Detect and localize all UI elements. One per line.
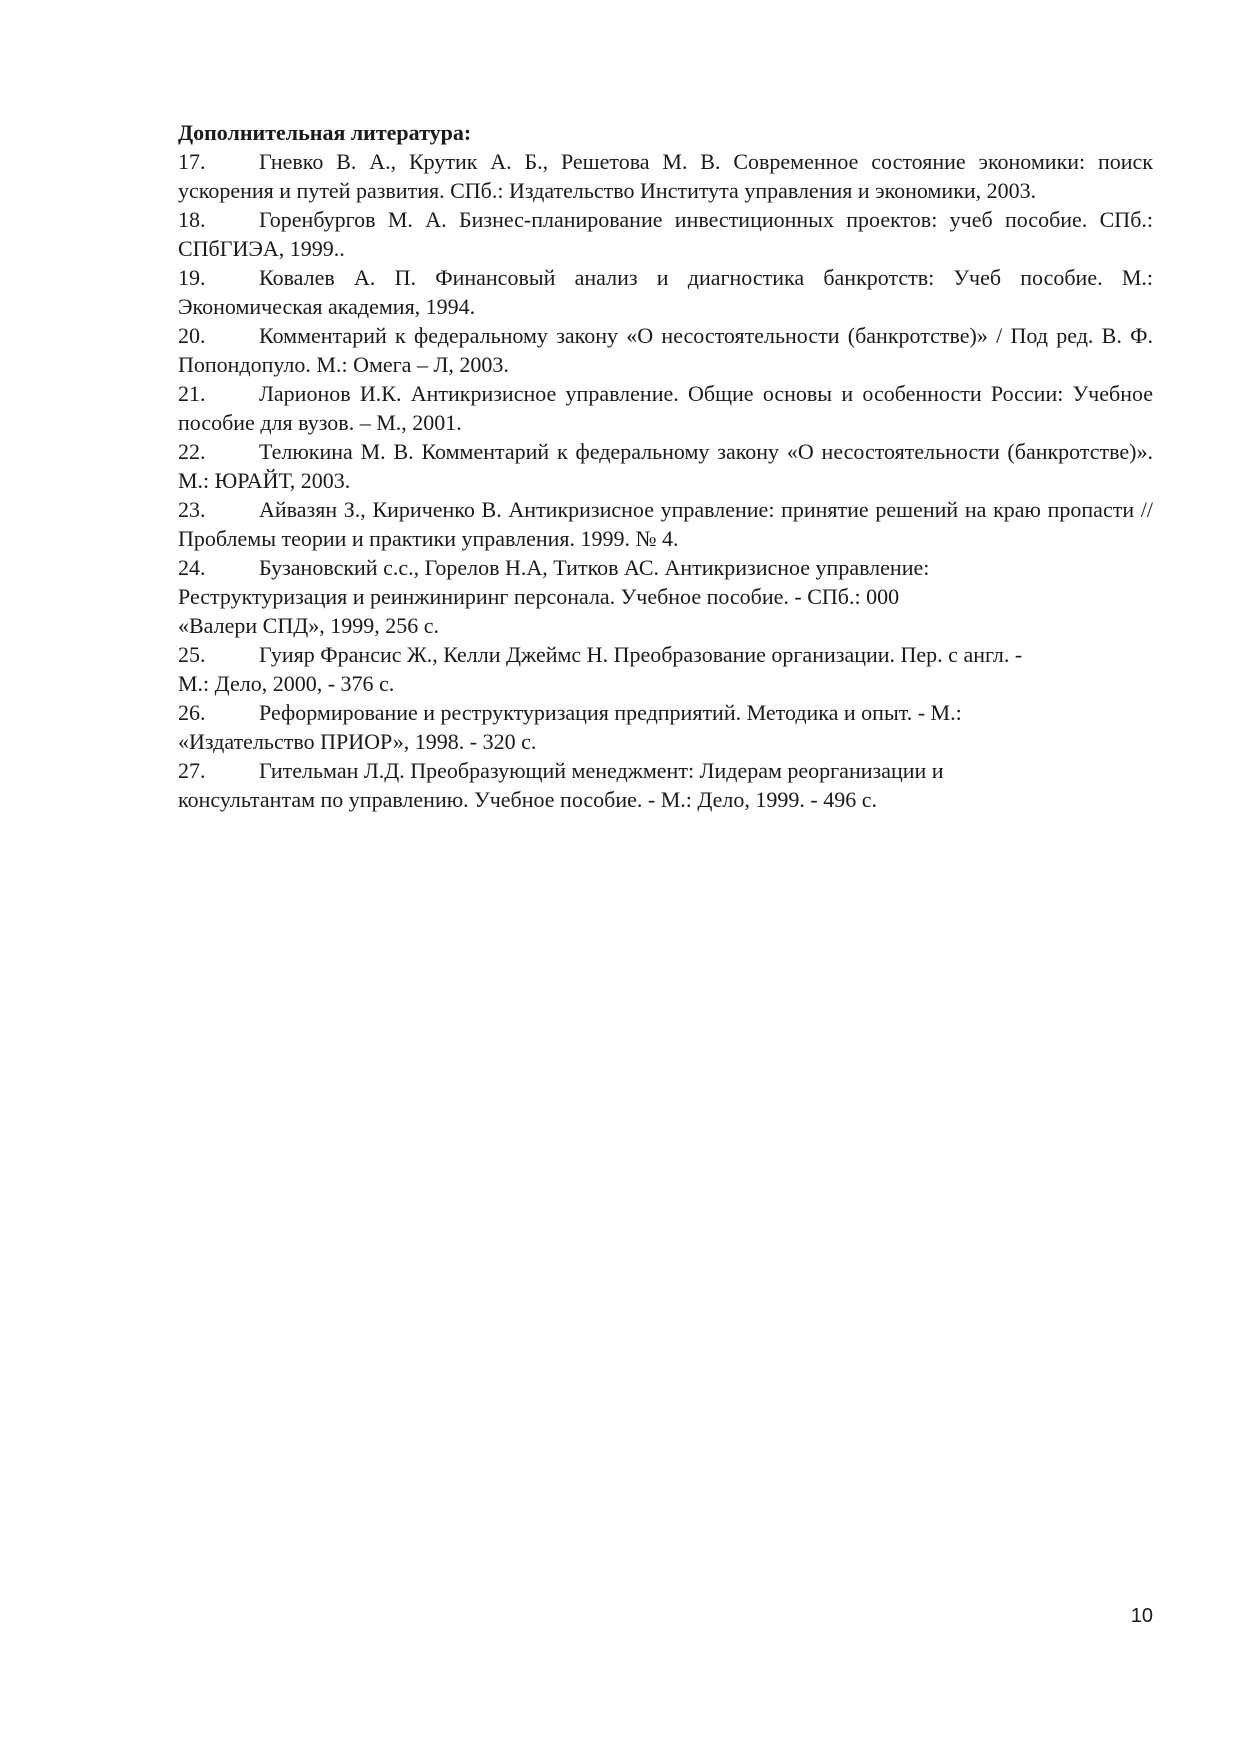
reference-number: 19. xyxy=(178,265,206,290)
reference-item xyxy=(178,437,1153,495)
reference-text-line: «Издательство ПРИОР», 1998. - 320 с. xyxy=(178,729,537,754)
reference-number: 22. xyxy=(178,439,206,464)
reference-item xyxy=(178,263,1153,321)
reference-list xyxy=(178,147,1153,814)
reference-item xyxy=(178,640,1153,698)
reference-number: 20. xyxy=(178,323,206,348)
reference-text-line: Реформирование и реструктуризация предприятий. Методика и опыт. - М.: xyxy=(259,700,962,725)
reference-text-line: М.: Дело, 2000, - 376 с. xyxy=(178,671,395,696)
reference-number: 18. xyxy=(178,207,206,232)
references-section xyxy=(178,118,1153,814)
reference-number: 25. xyxy=(178,642,206,667)
reference-number: 21. xyxy=(178,381,206,406)
reference-item xyxy=(178,205,1153,263)
reference-text: Ковалев А. П. Финансовый анализ и диагностика банкротств: Учеб пособие. М.: Экономическая академия, 1994. xyxy=(178,265,1153,319)
reference-item xyxy=(178,553,1153,640)
reference-text: Телюкина М. В. Комментарий к федеральному закону «О несостоятельности (банкротстве)». М.: ЮРАЙТ, 2003. xyxy=(178,439,1153,493)
reference-text-line: Гительман Л.Д. Преобразующий менеджмент: Лидерам реорганизации и xyxy=(259,758,944,783)
reference-text: Комментарий к федеральному закону «О несостоятельности (банкротстве)» / Под ред. В. Ф. Попондопуло. М.: Омега – Л, 2003. xyxy=(178,323,1153,377)
reference-number: 27. xyxy=(178,758,206,783)
reference-number: 24. xyxy=(178,555,206,580)
reference-item xyxy=(178,379,1153,437)
reference-text: Айвазян З., Кириченко В. Антикризисное управление: принятие решений на краю пропасти // Проблемы теории и практики управления. 1999. № 4. xyxy=(178,497,1153,551)
reference-number: 23. xyxy=(178,497,206,522)
reference-item xyxy=(178,147,1153,205)
reference-item xyxy=(178,495,1153,553)
reference-number: 17. xyxy=(178,149,206,174)
reference-item xyxy=(178,321,1153,379)
reference-item xyxy=(178,698,1153,756)
section-heading: Дополнительная литература: xyxy=(178,120,472,145)
page-number: 10 xyxy=(1130,1605,1153,1627)
reference-text-line: Бузановский с.с., Горелов Н.А, Титков АС. Антикризисное управление: xyxy=(259,555,930,580)
reference-text: Гневко В. А., Крутик А. Б., Решетова М. В. Современное состояние экономики: поиск ускорения и путей развития. СПб.: Издательство Института управления и экономики, 2003. xyxy=(178,149,1153,203)
reference-text: Горенбургов М. А. Бизнес-планирование инвестиционных проектов: учеб пособие. СПб.: СПбГИЭА, 1999.. xyxy=(178,207,1153,261)
reference-number: 26. xyxy=(178,700,206,725)
reference-text: Ларионов И.К. Антикризисное управление. Общие основы и особенности России: Учебное пособие для вузов. – М., 2001. xyxy=(178,381,1153,435)
reference-text-line: консультантам по управлению. Учебное пособие. - М.: Дело, 1999. - 496 с. xyxy=(178,787,877,812)
reference-item xyxy=(178,756,1153,814)
reference-text-line: «Валери СПД», 1999, 256 с. xyxy=(178,613,439,638)
reference-text-line: Гуияр Франсис Ж., Келли Джеймс Н. Преобразование организации. Пер. с англ. - xyxy=(259,642,1023,667)
reference-text-line: Реструктуризация и реинжиниринг персонала. Учебное пособие. - СПб.: 000 xyxy=(178,584,900,609)
